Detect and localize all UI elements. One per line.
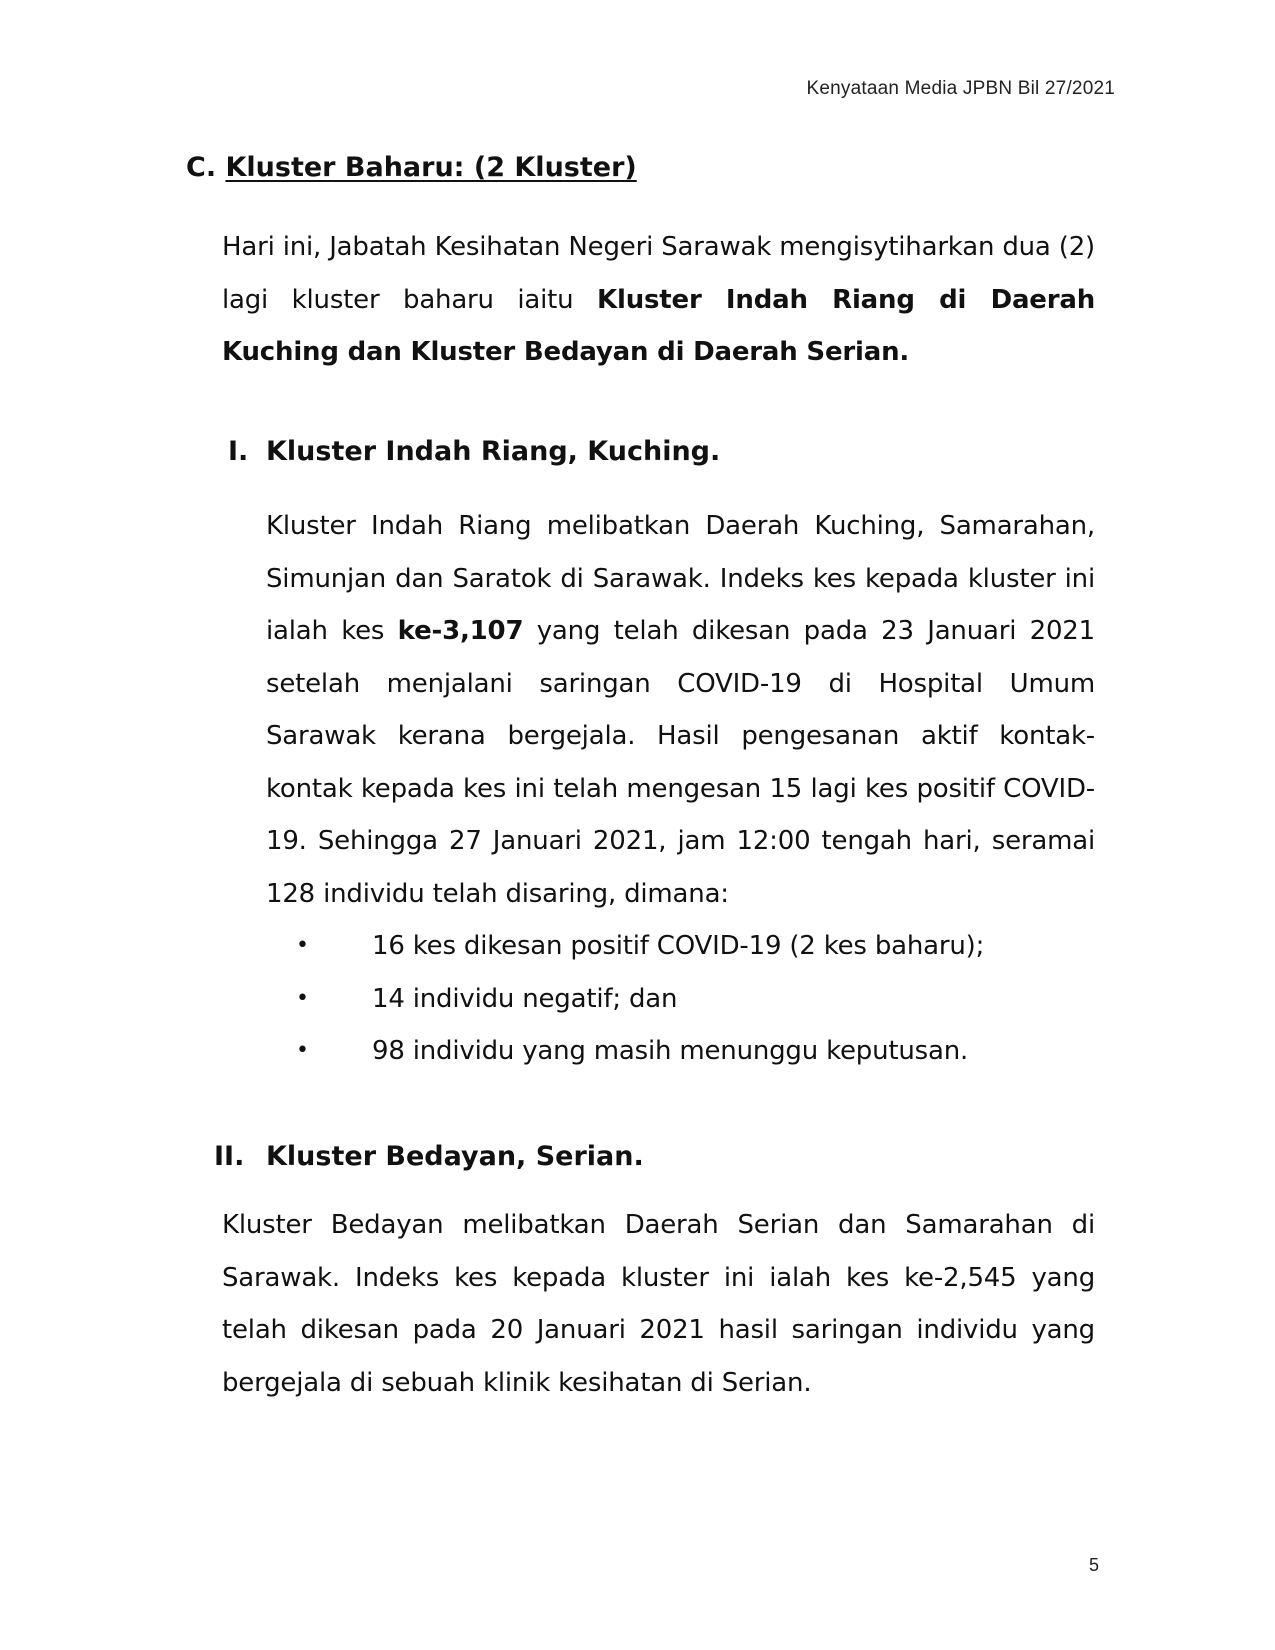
cluster-paragraph-indah-riang xyxy=(266,500,1095,920)
intro-text: Hari ini, Jabatah Kesihatan Negeri Sarawak mengisytiharkan dua (2) lagi kluster baharu iaitu xyxy=(222,232,1095,315)
cluster-title: Kluster Indah Riang, Kuching. xyxy=(266,436,721,467)
list-item-text: 14 individu negatif; dan xyxy=(372,983,678,1014)
cluster-numeral: II. xyxy=(214,1141,245,1172)
paragraph-text: Kluster Indah Riang melibatkan Daerah Kuching, Samarahan, Simunjan dan Saratok di Sarawak. Indeks kes kepada kluster ini ialah kes xyxy=(266,511,1095,646)
cluster-heading-indah-riang xyxy=(228,436,720,468)
index-case-number: ke-3,107 xyxy=(397,616,524,646)
list-item-text: 16 kes dikesan positif COVID-19 (2 kes baharu); xyxy=(372,931,985,961)
list-item xyxy=(296,920,984,973)
cluster-heading-bedayan xyxy=(214,1141,644,1173)
section-letter: C. xyxy=(186,152,217,183)
section-heading xyxy=(186,152,637,184)
list-item xyxy=(296,1025,984,1078)
document-reference-header: Kenyataan Media JPBN Bil 27/2021 xyxy=(806,78,1115,99)
paragraph-text: yang telah dikesan pada 23 Januari 2021 setelah menjalani saringan COVID-19 di Hospital Umum Sarawak kerana bergejala. Hasil pengesanan aktif kontak-kontak kepada kes ini telah mengesan 15 lagi kes positif COVID-19. Sehingga 27 Januari 2021, jam 12:00 tengah hari, seramai 128 individu telah disaring, dimana: xyxy=(266,616,1095,909)
section-title: Kluster Baharu: (2 Kluster) xyxy=(225,152,637,183)
cluster-title: Kluster Bedayan, Serian. xyxy=(266,1141,644,1172)
bullet-icon: • xyxy=(296,985,309,1011)
page-number: 5 xyxy=(1088,1555,1099,1575)
list-item xyxy=(296,973,984,1026)
intro-bold-text: Kluster Indah Riang di Daerah Kuching dan Kluster Bedayan di Daerah Serian. xyxy=(222,284,1096,367)
bullet-icon: • xyxy=(296,1038,309,1063)
list-item-text: 98 individu yang masih menunggu keputusan. xyxy=(372,1036,969,1066)
screening-results-list xyxy=(296,920,984,1078)
cluster-paragraph-bedayan: Kluster Bedayan melibatkan Daerah Serian dan Samarahan di Sarawak. Indeks kes kepada kluster ini ialah kes ke-2,545 yang telah dikesan pada 20 Januari 2021 hasil saringan individu yang bergejala di sebuah klinik kesihatan di Serian. xyxy=(222,1210,1095,1398)
cluster-numeral: I. xyxy=(228,436,249,467)
bullet-icon: • xyxy=(296,933,309,958)
intro-paragraph xyxy=(222,221,1095,379)
